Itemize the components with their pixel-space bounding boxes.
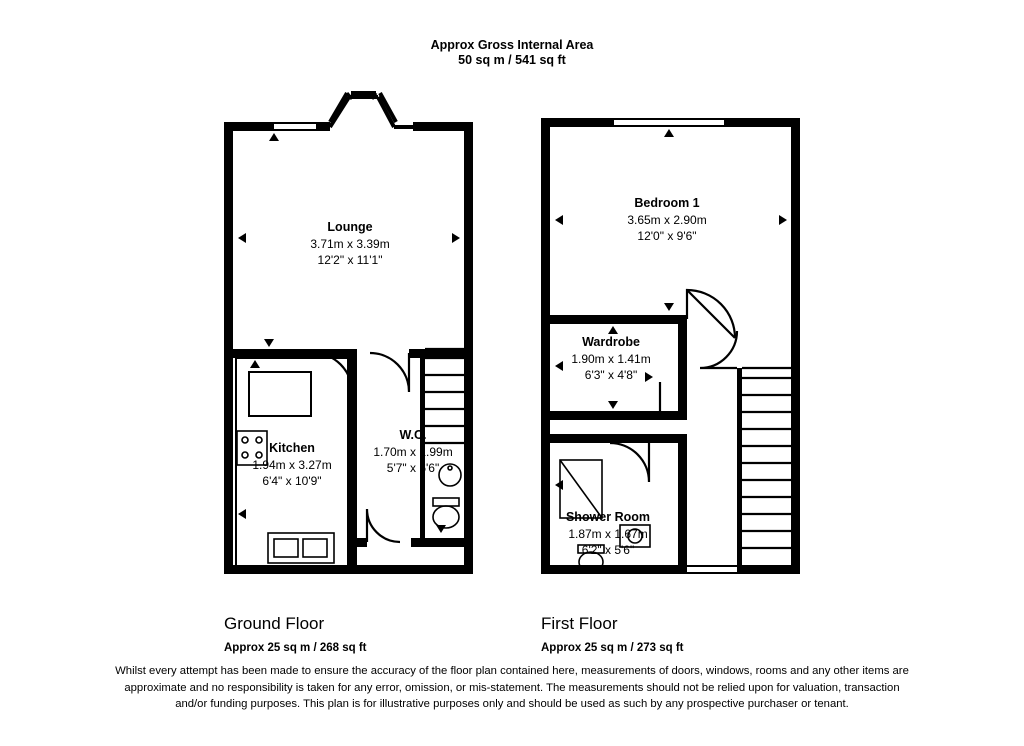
ground-window-front-inner <box>274 129 316 131</box>
ground-floor-area: Approx 25 sq m / 268 sq ft <box>224 642 367 654</box>
dimension-arrow-bed1-bottom <box>664 303 674 311</box>
ground-wall-left <box>224 122 233 574</box>
first-wall-top-right <box>724 118 800 127</box>
dimension-arrow-bed1-top <box>664 129 674 137</box>
room-dimension-metric: 1.90m x 1.41m <box>571 351 651 366</box>
room-label-bedroom1 <box>567 195 767 245</box>
room-dimension-imperial: 5'7" x 6'6" <box>386 461 440 475</box>
bay-window-mullions <box>347 93 376 99</box>
ground-wall-lounge-divider-left <box>224 349 352 358</box>
gross-area-header <box>0 38 1024 68</box>
dimension-arrow-shower-left <box>555 480 563 490</box>
first-floor-title: First Floor <box>541 614 618 633</box>
dimension-arrow-kitchen-left <box>238 509 246 519</box>
first-wall-right <box>791 118 800 574</box>
dimension-arrow-lounge-top <box>269 133 279 141</box>
door-swing-wc-bottom <box>367 509 400 542</box>
dimension-arrow-wardrobe-bottom <box>608 401 618 409</box>
room-dimension-imperial: 6'3" x 4'8" <box>584 368 638 382</box>
disclaimer-text: Whilst every attempt has been made to ensure the accuracy of the floor plan contained here, measurements of doors, windows, rooms and any other items are approximate and no responsibility is taken for any error, omission, or mis-statement. The measurements should not be relied upon for valuation, transaction and/or funding purposes. This plan is for illustrative purposes only and should be used as such by any prospective purchaser or tenant. <box>115 665 909 710</box>
ground-wall-lounge-divider-right <box>409 349 473 358</box>
first-window-rear-inner <box>680 572 741 574</box>
first-window-rear <box>680 565 741 567</box>
ground-wall-top-right <box>316 122 330 131</box>
first-floor-area: Approx 25 sq m / 273 sq ft <box>541 642 684 654</box>
first-wall-bedroom-divider <box>541 315 687 324</box>
gross-area-line1: Approx Gross Internal Area <box>430 38 594 52</box>
sink-icon <box>268 533 334 563</box>
room-dimension-metric: 1.94m x 3.27m <box>252 457 332 472</box>
room-name: Shower Room <box>565 510 651 524</box>
room-dimension-imperial: 12'2" x 11'1" <box>317 253 383 267</box>
first-window-front-inner <box>614 125 724 127</box>
dimension-arrow-bed1-left <box>555 215 563 225</box>
room-dimension-metric: 3.71m x 3.39m <box>310 236 390 251</box>
room-label-wc <box>313 427 513 477</box>
room-name: Bedroom 1 <box>634 196 700 210</box>
room-dimension-imperial: 6'4" x 10'9" <box>262 474 322 488</box>
dimension-arrow-wardrobe-top <box>608 326 618 334</box>
room-label-wardrobe <box>511 334 711 384</box>
door-swing-lounge-hall <box>313 353 352 392</box>
room-dimension-imperial: 12'0" x 9'6" <box>637 229 697 243</box>
ground-wall-wc-bottom-right <box>411 538 473 547</box>
ground-wall-top-left <box>224 122 274 131</box>
first-wall-shower-top <box>541 434 687 443</box>
dimension-arrow-lounge-left <box>238 233 246 243</box>
wc-toilet-icon <box>433 498 459 528</box>
room-label-shower-room <box>508 509 708 559</box>
room-dimension-metric: 3.65m x 2.90m <box>627 212 707 227</box>
room-dimension-metric: 1.70m x 1.99m <box>373 444 453 459</box>
ground-floor-title: Ground Floor <box>224 614 325 633</box>
door-swing-shower <box>610 443 649 482</box>
first-window-front <box>614 118 724 120</box>
door-swing-bedroom1 <box>687 290 735 338</box>
ground-window-front <box>274 122 316 124</box>
ground-wall-right <box>464 122 473 574</box>
first-wall-top-left <box>541 118 614 127</box>
room-name: W.C. <box>399 428 427 442</box>
first-wall-landing-right <box>737 368 742 574</box>
ground-wall-top-bay-right <box>413 122 473 131</box>
first-wall-wardrobe-bottom <box>541 411 687 420</box>
dimension-arrow-wc-bottom <box>436 525 446 533</box>
room-name: Kitchen <box>269 441 315 455</box>
room-label-lounge <box>250 219 450 269</box>
dimension-arrow-lounge-right <box>452 233 460 243</box>
ground-wall-wc-bottom-left <box>357 538 367 547</box>
room-name: Lounge <box>327 220 373 234</box>
first-wall-bottom-left <box>541 565 680 574</box>
dimension-arrow-lounge-bottom <box>264 339 274 347</box>
dimension-arrow-bed1-right <box>779 215 787 225</box>
staircase-first <box>742 368 791 548</box>
room-dimension-imperial: 6'2" x 5'6" <box>581 543 635 557</box>
first-wall-bottom-right <box>741 565 800 574</box>
room-dimension-metric: 1.87m x 1.67m <box>568 526 648 541</box>
dimension-arrow-kitchen-top <box>250 360 260 368</box>
gross-area-line2: 50 sq m / 541 sq ft <box>458 53 566 67</box>
bay-window-ground <box>330 93 413 127</box>
door-swing-wc <box>370 353 409 392</box>
room-name: Wardrobe <box>582 335 640 349</box>
